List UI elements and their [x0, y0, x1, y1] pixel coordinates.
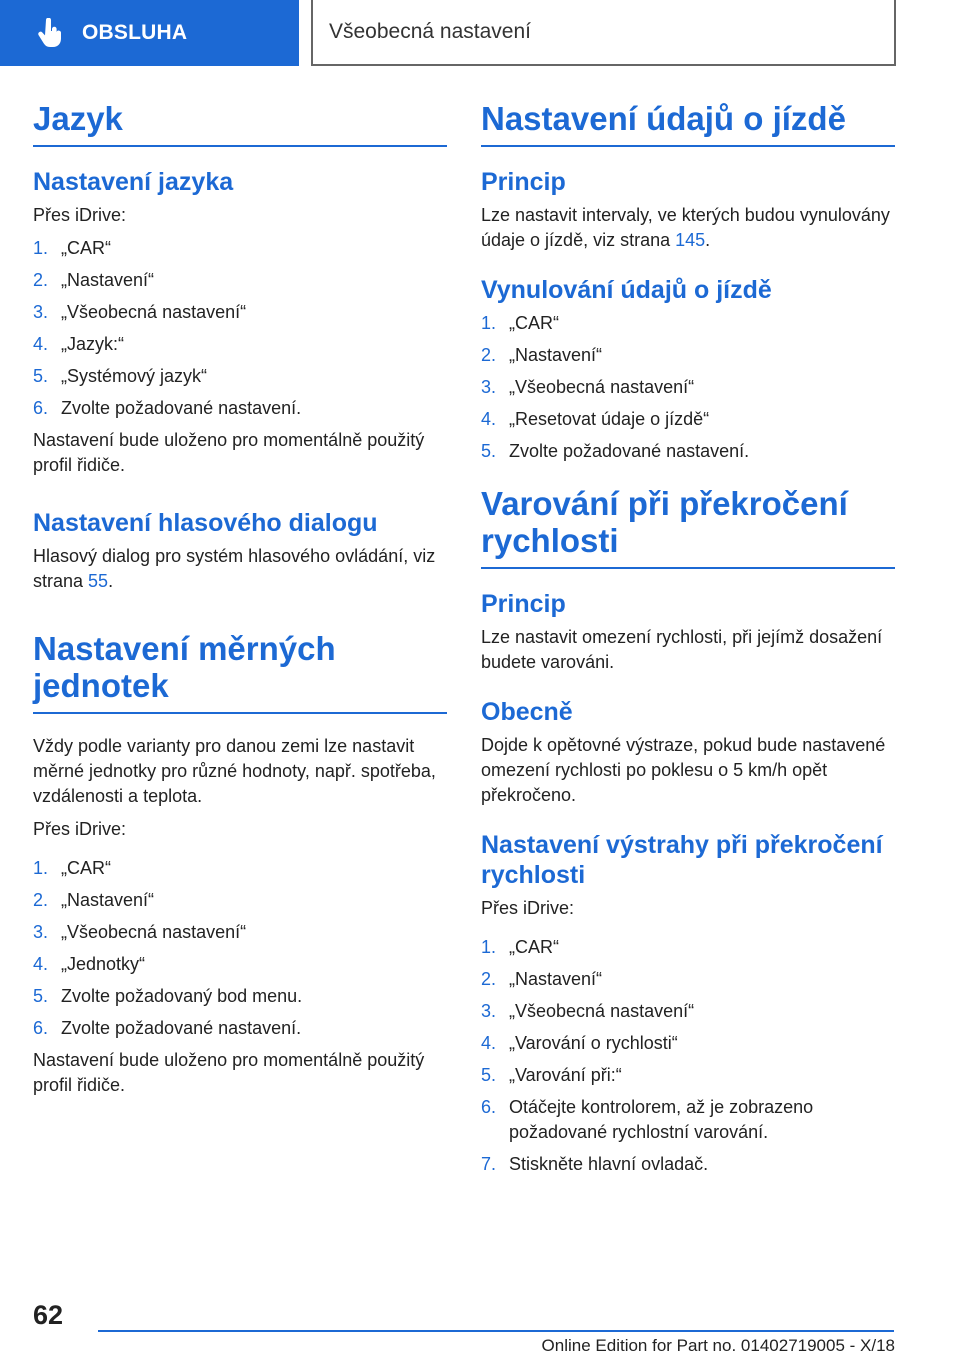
footer-divider: [98, 1330, 894, 1332]
idrive-intro: Přes iDrive:: [33, 205, 127, 225]
left-column: [33, 100, 447, 1106]
list-item: 1. „CAR“: [33, 238, 111, 258]
princip-paragraph: Lze nastavit intervaly, ve kterých budou vynulovány údaje o jízdě, viz strana 145.: [481, 205, 890, 250]
right-column: [481, 100, 895, 1184]
list-item: 3. „Všeobecná nastavení“: [481, 377, 695, 397]
heading-udaje-o-jizde: Nastavení údajů o jízdě: [481, 100, 895, 147]
list-item: 4. „Varování o rychlosti“: [481, 1033, 678, 1053]
page-link-55[interactable]: 55: [88, 571, 109, 591]
page-number: 62: [33, 1300, 64, 1330]
jednotky-paragraph: Vždy podle varianty pro danou zemi lze nastavit měrné jednotky pro různé hodnoty, např. spotřeba, vzdálenosti a teplota.: [33, 736, 436, 806]
steps-jednotky: [33, 856, 447, 1041]
list-item: 2. „Nastavení“: [481, 345, 603, 365]
section-title: Všeobecná nastavení: [311, 0, 896, 66]
list-item: 6. Zvolte požadované nastavení.: [33, 1018, 302, 1038]
list-item: 3. „Všeobecná nastavení“: [33, 302, 247, 322]
subheading-hlasovy-dialog: Nastavení hlasového dialogu: [33, 509, 378, 537]
list-item: 1. „CAR“: [481, 313, 559, 333]
steps-jazyk: [33, 236, 447, 421]
list-item: 6. Zvolte požadované nastavení.: [33, 398, 302, 418]
subheading-nastaveni-vystrahy: Nastavení výstrahy při překročení rychlosti: [481, 831, 883, 889]
chapter-tab[interactable]: [0, 0, 299, 66]
hand-pointer-icon: [36, 18, 64, 48]
steps-reset: [481, 311, 895, 464]
subheading-nastaveni-jazyka: Nastavení jazyka: [33, 168, 234, 196]
idrive-intro: Přes iDrive:: [33, 819, 127, 839]
list-item: 5. Zvolte požadované nastavení.: [481, 441, 750, 461]
hlas-paragraph: Hlasový dialog pro systém hlasového ovládání, viz strana 55.: [33, 546, 436, 591]
chapter-tab-label: OBSLUHA: [82, 21, 188, 44]
note-profile: Nastavení bude uloženo pro momentálně použitý profil řidiče.: [33, 430, 425, 475]
list-item: 5. „Systémový jazyk“: [33, 366, 208, 386]
list-item: 3. „Všeobecná nastavení“: [33, 922, 247, 942]
princip2-paragraph: Lze nastavit omezení rychlosti, při jejímž dosažení budete varováni.: [481, 627, 883, 672]
subheading-vynulovani: Vynulování údajů o jízdě: [481, 276, 772, 304]
list-item: 3. „Všeobecná nastavení“: [481, 1001, 695, 1021]
subheading-princip: Princip: [481, 590, 566, 618]
list-item: 1. „CAR“: [481, 937, 559, 957]
subheading-obecne: Obecně: [481, 698, 573, 726]
idrive-intro: Přes iDrive:: [481, 898, 575, 918]
list-item: 2. „Nastavení“: [33, 890, 155, 910]
list-item: 4. „Jednotky“: [33, 954, 146, 974]
note-profile: Nastavení bude uloženo pro momentálně použitý profil řidiče.: [33, 1050, 425, 1095]
list-item: 4. „Resetovat údaje o jízdě“: [481, 409, 710, 429]
list-item: 6. Otáčejte kontrolorem, až je zobrazeno požadované rychlostní varování.: [481, 1097, 814, 1142]
steps-vystraha: [481, 935, 895, 1177]
list-item: 7. Stiskněte hlavní ovladač.: [481, 1154, 709, 1174]
list-item: 5. „Varování při:“: [481, 1065, 622, 1085]
page-header: [0, 0, 960, 66]
footer-edition: Online Edition for Part no. 01402719005 - X/18: [541, 1336, 895, 1355]
list-item: 2. „Nastavení“: [33, 270, 155, 290]
heading-merne-jednotky: Nastavení měrných jednotek: [33, 630, 447, 714]
list-item: 1. „CAR“: [33, 858, 111, 878]
heading-jazyk: Jazyk: [33, 100, 447, 147]
list-item: 5. Zvolte požadovaný bod menu.: [33, 986, 303, 1006]
heading-varovani-rychlost: Varování při překročení rychlosti: [481, 485, 895, 569]
list-item: 4. „Jazyk:“: [33, 334, 124, 354]
obecne-paragraph: Dojde k opětovné výstraze, pokud bude nastavené omezení rychlosti po poklesu o 5 km/h opět překročeno.: [481, 735, 886, 805]
list-item: 2. „Nastavení“: [481, 969, 603, 989]
page-link-145[interactable]: 145: [675, 230, 706, 250]
subheading-princip: Princip: [481, 168, 566, 196]
